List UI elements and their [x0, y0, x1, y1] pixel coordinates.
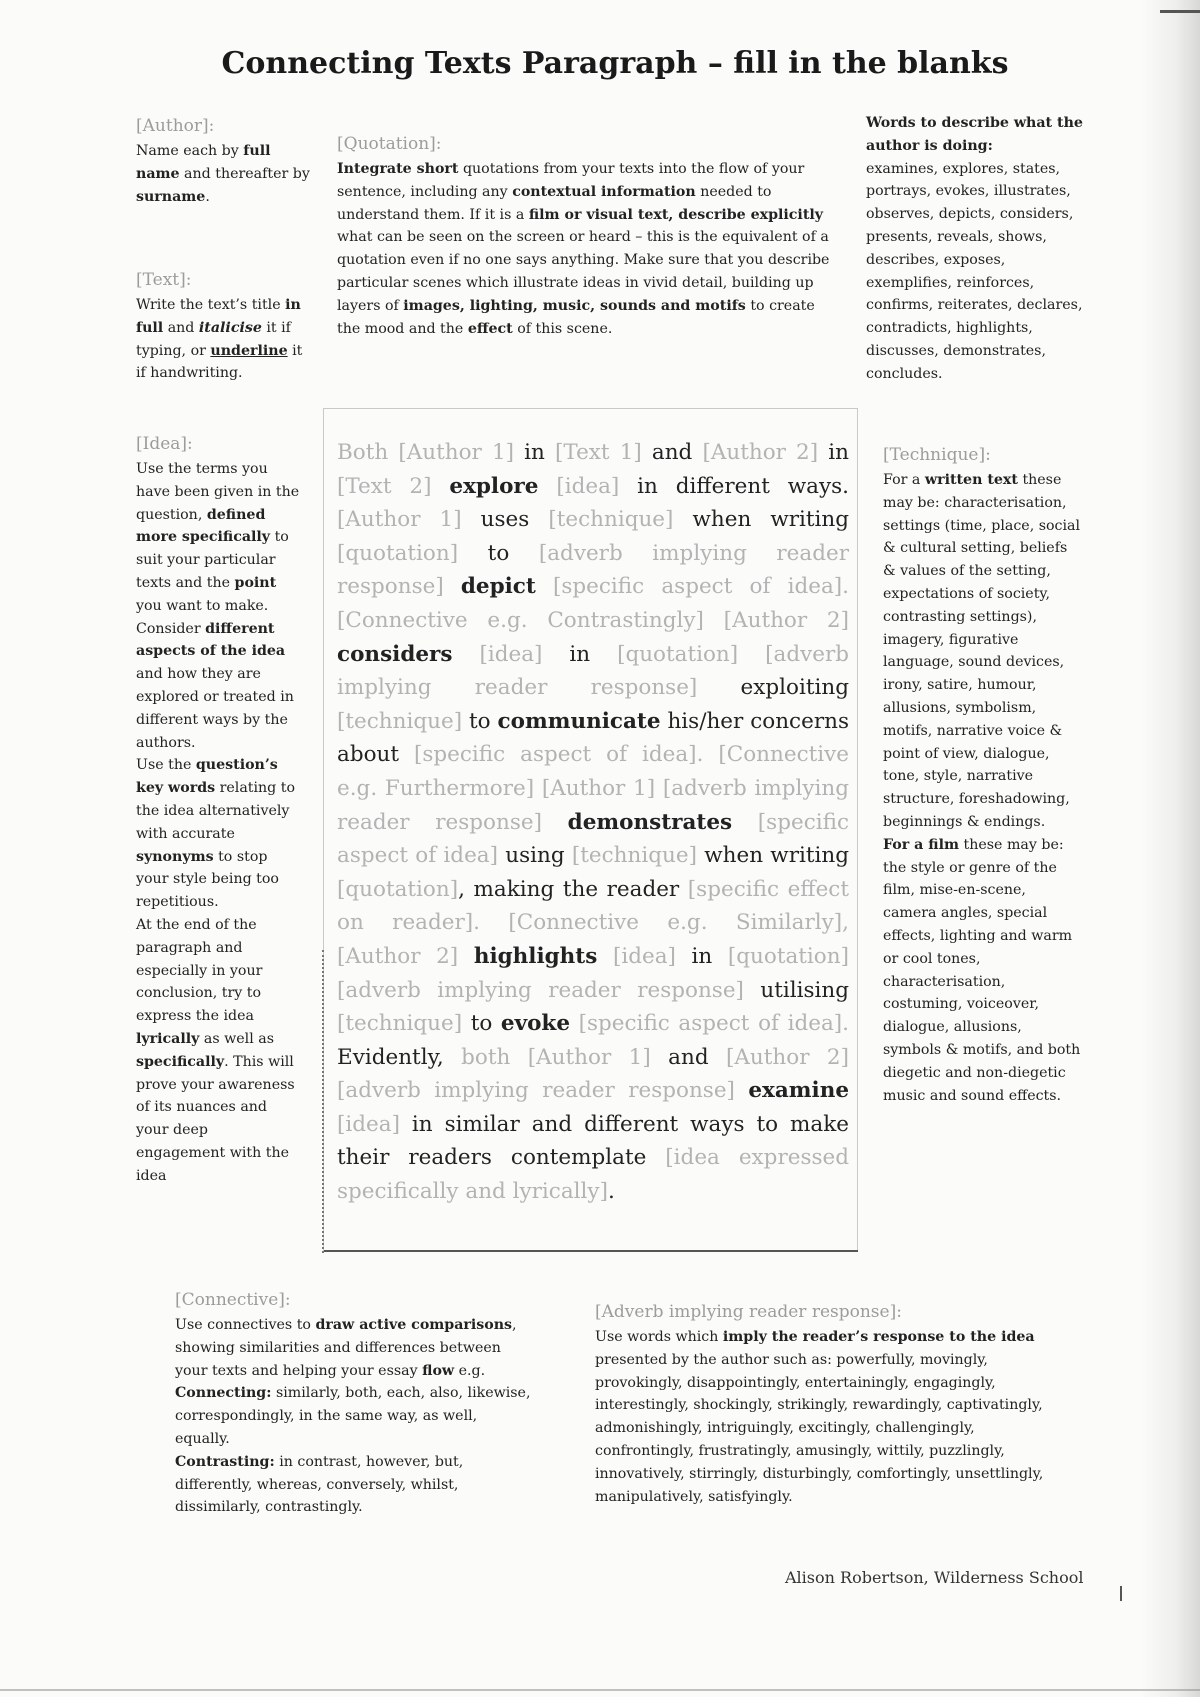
idea-para-2: Consider different aspects of the idea and how they are explored or treated in different ways by the authors.	[136, 620, 294, 751]
words-list: examines, explores, states, portrays, evokes, illustrates, observes, depicts, considers, presents, reveals, shows, describes, exposes, exemplifies, reinforces, confirms, reiterates, declares, contradicts, highlights, discusses, demonstrates, concludes.	[866, 160, 1083, 382]
adverb-section	[595, 1300, 1060, 1508]
quotation-section	[337, 132, 842, 340]
page-title: Connecting Texts Paragraph – fill in the blanks	[221, 46, 1009, 81]
box-bottom-rule	[324, 1250, 858, 1252]
connective-contrasting: Contrasting: in contrast, however, but, differently, whereas, conversely, whilst, dissimilarly, contrastingly.	[175, 1453, 464, 1516]
technique-section	[883, 443, 1083, 1107]
text-section	[136, 268, 316, 385]
idea-para-4: At the end of the paragraph and especially in your conclusion, try to express the idea lyrically as well as specifically. This will prove your awareness of its nuances and your deep engagement with the idea	[136, 916, 295, 1184]
text-instructions: Write the text’s title in full and italicise it if typing, or underline it if handwriting.	[136, 297, 303, 382]
idea-section	[136, 432, 301, 1188]
idea-heading: [Idea]:	[136, 434, 193, 454]
quotation-text: Integrate short quotations from your texts into the flow of your sentence, including any contextual information needed to understand them. If it is a film or visual text, describe explicitly what can be seen on the screen or heard – this is the equivalent of a quotation even if no one says anything. Make sure that you describe particular scenes which illustrate ideas in vivid detail, building up layers of images, lighting, music, sounds and motifs to create the mood and the effect of this scene.	[337, 161, 830, 337]
text-heading: [Text]:	[136, 270, 192, 290]
edge-mark-top	[1160, 10, 1200, 13]
words-heading: Words to describe what the author is doing:	[866, 115, 1083, 154]
adverb-heading: [Adverb implying reader response]:	[595, 1302, 902, 1322]
technique-written: For a written text these may be: characterisation, settings (time, place, social & cultural setting, beliefs & values of the setting, expectations of society, contrasting settings), imagery, figurative language, sound devices, irony, satire, humour, allusions, symbolism, motifs, narrative voice & point of view, dialogue, tone, style, narrative structure, foreshadowing, beginnings & endings.	[883, 472, 1081, 830]
author-section	[136, 114, 316, 208]
connective-connecting: Connecting: similarly, both, each, also, likewise, correspondingly, in the same way, as well, equally.	[175, 1385, 531, 1447]
scan-bottom-line	[0, 1689, 1200, 1691]
author-text: Name each by full name and thereafter by surname.	[136, 143, 310, 205]
idea-para-3: Use the question’s key words relating to the idea alternatively with accurate synonyms to stop your style being too repetitious.	[136, 757, 296, 911]
technique-heading: [Technique]:	[883, 445, 991, 465]
box-dotted-edge	[322, 950, 327, 1253]
template-paragraph: Both [Author 1] in [Text 1] and [Author 2] in [Text 2] explore [idea] in different ways. [Author 1] uses [technique] when writing [quotation] to [adverb implying reader response] depict [specific aspect of idea]. [Connective e.g. Contrastingly] [Author 2] considers [idea] in [quotation] [adverb implying reader response] exploiting [technique] to communicate his/her concerns about [specific aspect of idea]. [Connective e.g. Furthermore] [Author 1] [adverb implying reader response] demonstrates [specific aspect of idea] using [technique] when writing [quotation], making the reader [specific effect on reader]. [Connective e.g. Similarly], [Author 2] highlights [idea] in [quotation] [adverb implying reader response] utilising [technique] to evoke [specific aspect of idea]. Evidently, both [Author 1] and [Author 2] [adverb implying reader response] examine [idea] in similar and different ways to make their readers contemplate [idea expressed specifically and lyrically].	[337, 440, 850, 1205]
connective-section	[175, 1288, 535, 1519]
author-heading: [Author]:	[136, 116, 215, 136]
technique-film: For a film these may be: the style or genre of the film, mise-en-scene, camera angles, special effects, lighting and warm or cool tones, characterisation, costuming, voiceover, dialogue, allusions, symbols & motifs, and both diegetic and non-diegetic music and sound effects.	[883, 836, 1081, 1104]
connective-heading: [Connective]:	[175, 1290, 291, 1310]
edge-mark-bottom	[1120, 1586, 1122, 1601]
idea-para-1: Use the terms you have been given in the question, defined more specifically to suit your particular texts and the point you want to make.	[136, 461, 300, 614]
footer-credit: Alison Robertson, Wilderness School	[785, 1568, 1084, 1587]
connective-intro: Use connectives to draw active comparisons, showing similarities and differences between your texts and helping your essay flow e.g.	[175, 1317, 517, 1379]
quotation-heading: [Quotation]:	[337, 134, 442, 154]
words-section	[866, 112, 1086, 386]
adverb-text: Use words which imply the reader’s response to the idea presented by the author such as: powerfully, movingly, provokingly, disappointingly, entertainingly, engagingly, interestingly, shockingly, strikingly, rewardingly, captivatingly, admonishingly, intriguingly, excitingly, challengingly, confrontingly, frustratingly, amusingly, wittily, puzzlingly, innovatively, stirringly, disturbingly, comfortingly, unsettlingly, manipulatively, satisfyingly.	[595, 1329, 1044, 1505]
page-edge-shadow	[1140, 0, 1200, 1697]
